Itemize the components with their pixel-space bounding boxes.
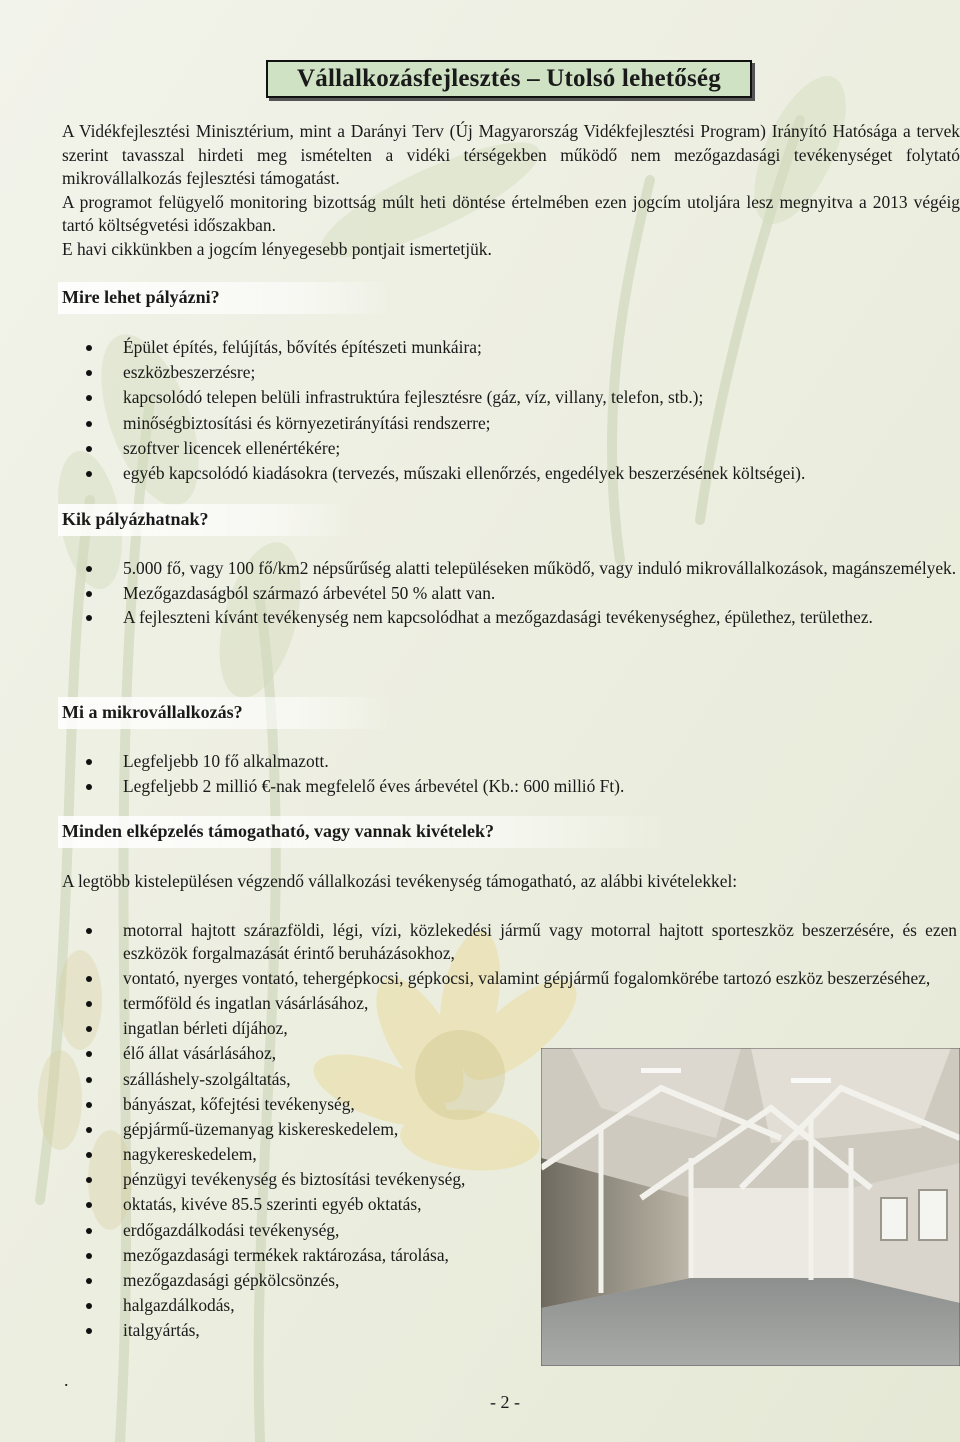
list-item: gépjármű-üzemanyag kiskereskedelem, — [0, 1118, 960, 1141]
intro-paragraph — [62, 120, 960, 262]
list-item: mezőgazdasági termékek raktározása, tárolása, — [0, 1244, 960, 1267]
list-item: erdőgazdálkodási tevékenység, — [0, 1219, 960, 1242]
list-mikro — [0, 750, 960, 798]
intro-text-3: E havi cikkünkben a jogcím lényegesebb pontjait ismertetjük. — [62, 238, 492, 259]
list-item: kapcsolódó telepen belüli infrastruktúra fejlesztésre (gáz, víz, villany, telefon, stb.); — [0, 386, 960, 409]
list-item: minőségbiztosítási és környezetirányítási rendszerre; — [0, 412, 960, 435]
list-item: eszközbeszerzésre; — [0, 361, 960, 384]
list-item: bányászat, kőfejtési tevékenység, — [0, 1093, 960, 1116]
list-item: Legfeljebb 10 fő alkalmazott. — [0, 750, 960, 773]
section-heading-mikro: Mi a mikrovállalkozás? — [58, 697, 398, 729]
list-item: motorral hajtott szárazföldi, légi, vízi, közlekedési jármű vagy motorral hajtott sporteszköz beszerzésére, és ezen eszközök forgalmazását érintő beruházásokhoz, — [0, 919, 960, 964]
list-item: mezőgazdasági gépkölcsönzés, — [0, 1269, 960, 1292]
list-kik — [0, 557, 960, 629]
list-item: halgazdálkodás, — [0, 1294, 960, 1317]
list-item: termőföld és ingatlan vásárlásához, — [0, 992, 960, 1015]
warehouse-interior-image — [541, 1048, 960, 1366]
warehouse-interior-photo — [541, 1048, 960, 1366]
intro-text-2: A programot felügyelő monitoring bizottság múlt heti döntése értelmében ezen jogcím utoljára lesz megnyitva a 2013 végéig tartó költségvetési időszakban. — [62, 191, 960, 236]
list-item: nagykereskedelem, — [0, 1143, 960, 1166]
section-heading-kik: Kik pályázhatnak? — [58, 504, 358, 536]
list-item: egyéb kapcsolódó kiadásokra (tervezés, műszaki ellenőrzés, engedélyek beszerzésének költségei). — [0, 462, 960, 485]
list-item: A fejleszteni kívánt tevékenység nem kapcsolódhat a mezőgazdasági tevékenységhez, épülethez, területhez. — [0, 606, 960, 629]
list-item: italgyártás, — [0, 1319, 960, 1342]
list-item: élő állat vásárlásához, — [0, 1042, 960, 1065]
page-number: - 2 - — [490, 1392, 520, 1412]
title-box — [266, 60, 752, 98]
exceptions-intro: A legtöbb kistelepülésen végzendő vállalkozási tevékenység támogatható, az alábbi kivételekkel: — [62, 871, 738, 891]
list-item: ingatlan bérleti díjához, — [0, 1017, 960, 1040]
list-item: Legfeljebb 2 millió €-nak megfelelő éves árbevétel (Kb.: 600 millió Ft). — [0, 775, 960, 798]
list-item: pénzügyi tevékenység és biztosítási tevékenység, — [0, 1168, 960, 1191]
intro-text-1: A Vidékfejlesztési Minisztérium, mint a Darányi Terv (Új Magyarország Vidékfejlesztési Program) Irányító Hatósága a tervek szerint tavasszal hirdeti meg ismételten a vidéki térségekben működő nem mezőgazdasági tevékenységet folytató mikrovállalkozás fejlesztési támogatást. — [62, 121, 960, 189]
list-item: szoftver licencek ellenértékére; — [0, 437, 960, 460]
list-mire — [0, 336, 960, 485]
list-item: 5.000 fő, vagy 100 fő/km2 népsűrűség alatti településeken működő, vagy induló mikrovállalkozások, magánszemélyek. — [0, 557, 960, 580]
list-item: Épület építés, felújítás, bővítés építészeti munkáira; — [0, 336, 960, 359]
section-heading-kivetelek: Minden elképzelés támogatható, vagy vannak kivételek? — [58, 816, 678, 848]
list-item: oktatás, kivéve 85.5 szerinti egyéb oktatás, — [0, 1193, 960, 1216]
section-heading-mire: Mire lehet pályázni? — [58, 282, 398, 314]
list-item: vontató, nyerges vontató, tehergépkocsi, gépkocsi, valamint gépjármű fogalomkörébe tartozó eszköz beszerzéséhez, — [0, 967, 960, 990]
list-item: szálláshely-szolgáltatás, — [0, 1068, 960, 1091]
list-item: Mezőgazdaságból származó árbevétel 50 % alatt van. — [0, 582, 960, 605]
page-title: Vállalkozásfejlesztés – Utolsó lehetőség — [297, 65, 721, 92]
trailing-dot: . — [64, 1370, 69, 1390]
